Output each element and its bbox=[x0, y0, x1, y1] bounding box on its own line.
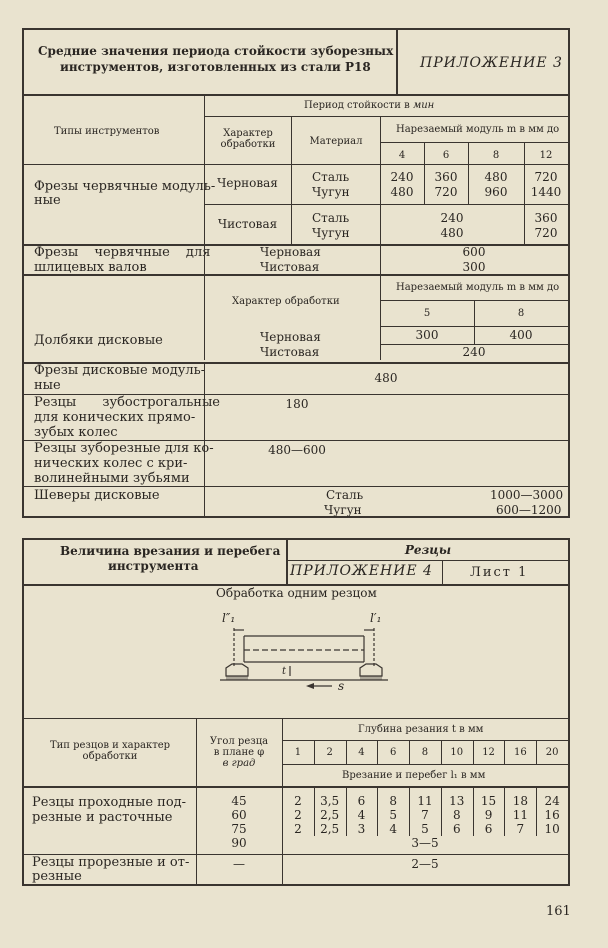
app3-sub-character: Характер обработки bbox=[232, 296, 340, 307]
app3-shaver-steel-val: 1000—3000 bbox=[490, 488, 564, 502]
app4-category: Резцы bbox=[404, 543, 452, 557]
turning-diagram bbox=[204, 606, 404, 702]
label-t: t bbox=[282, 666, 287, 677]
app3-spiral-rule bbox=[24, 486, 568, 487]
infeed-value-cell: 2 bbox=[294, 808, 302, 822]
appendix-3-table bbox=[22, 28, 570, 518]
app3-worm-ri-4: 480 bbox=[390, 185, 414, 199]
app4-angle-75: 75 bbox=[231, 822, 247, 836]
app3-sub-module-8: 8 bbox=[517, 308, 525, 319]
app4-depth-values-rule bbox=[282, 764, 568, 765]
app3-worm-rs-12: 720 bbox=[534, 170, 558, 184]
app3-worm-fs-merged: 240 bbox=[440, 211, 464, 225]
app4-title-line1: Величина врезания и перебега bbox=[60, 544, 281, 558]
left-support-hatch bbox=[226, 676, 248, 680]
app3-col-module: Нарезаемый модуль m в мм до bbox=[396, 124, 560, 135]
app4-turning-name-2: резные и расточные bbox=[32, 810, 173, 825]
appendix-4-table bbox=[22, 538, 570, 886]
app3-module-4: 4 bbox=[398, 150, 406, 161]
depth-col-divider bbox=[409, 740, 410, 764]
app4-diagram-rule bbox=[24, 718, 568, 719]
depth-header-cell: 4 bbox=[358, 747, 365, 758]
app3-worm-name-2: ные bbox=[34, 193, 61, 208]
app3-worm-rs-6: 360 bbox=[434, 170, 458, 184]
right-support-hatch bbox=[360, 676, 382, 680]
depth-header-cell: 8 bbox=[421, 747, 429, 758]
left-cutter-icon bbox=[226, 664, 248, 676]
app3-module-8: 8 bbox=[492, 150, 500, 161]
depth-header-cell: 20 bbox=[545, 747, 559, 758]
app3-sub-module-5: 5 bbox=[423, 308, 431, 319]
app3-worm-ri-8: 960 bbox=[484, 185, 508, 199]
app3-title-divider bbox=[396, 30, 398, 94]
depth-col-divider bbox=[504, 740, 505, 764]
depth-col-divider bbox=[441, 740, 442, 764]
depth-col-divider bbox=[473, 740, 474, 764]
infeed-value-cell: 11 bbox=[512, 808, 528, 822]
depth-col-divider bbox=[536, 740, 537, 764]
app3-spline-rough: Черновая bbox=[260, 245, 321, 259]
app3-spline-name-1: Фрезы червячные для bbox=[34, 245, 211, 260]
app3-worm-fs-12: 360 bbox=[534, 211, 558, 225]
infeed-value-cell: 8 bbox=[389, 794, 398, 808]
app3-shaper-rough: Черновая bbox=[260, 330, 321, 344]
label-s: s bbox=[338, 679, 345, 693]
app3-shaver-iron: Чугун bbox=[324, 503, 362, 517]
app3-worm-ri-12: 1440 bbox=[530, 185, 562, 199]
app3-worm-rs-4: 240 bbox=[390, 170, 414, 184]
app4-angle-60: 60 bbox=[231, 808, 247, 822]
depth-header-cell: 12 bbox=[482, 747, 495, 758]
app3-module-12: 12 bbox=[539, 150, 553, 161]
app3-col-period: Период стойкости в мин bbox=[304, 100, 435, 111]
app3-hline-period bbox=[204, 116, 568, 117]
app3-col-material: Материал bbox=[309, 136, 363, 147]
label-l-right: l′₁ bbox=[370, 611, 382, 625]
feed-arrow-icon bbox=[306, 683, 314, 689]
infeed-value-cell: 6 bbox=[484, 822, 493, 836]
infeed-value-cell: 5 bbox=[421, 822, 429, 836]
infeed-value-cell: 10 bbox=[544, 822, 560, 836]
app4-parting-name-1: Резцы прорезные и от- bbox=[32, 855, 190, 870]
depth-header-cell: 1 bbox=[294, 747, 302, 758]
infeed-value-cell: 11 bbox=[417, 794, 433, 808]
app3-hline-module bbox=[380, 142, 568, 143]
app3-worm-name-1: Фрезы червячные модуль- bbox=[34, 179, 216, 194]
app4-title-line2: инструмента bbox=[108, 559, 199, 573]
app4-col-infeed: Врезание и перебег l₁ в мм bbox=[342, 770, 486, 781]
app3-planing-name-2: для конических прямо- bbox=[34, 410, 196, 425]
app3-shaper-finish: Чистовая bbox=[260, 345, 320, 359]
app3-worm-fi-merged: 480 bbox=[440, 226, 464, 240]
app4-parting-angle: — bbox=[233, 857, 245, 871]
infeed-value-cell: 6 bbox=[452, 822, 461, 836]
app3-worm-finish-steel: Сталь bbox=[312, 211, 350, 225]
depth-header-cell: 10 bbox=[450, 747, 464, 758]
app3-col-tool-types: Типы инструментов bbox=[54, 126, 160, 137]
app4-title-mid-rule bbox=[286, 560, 568, 561]
app3-worm-ri-6: 720 bbox=[434, 185, 458, 199]
depth-col-divider bbox=[314, 740, 315, 764]
infeed-value-cell: 4 bbox=[389, 822, 398, 836]
infeed-value-cell: 2,5 bbox=[320, 808, 340, 822]
app4-sheet-divider bbox=[442, 560, 443, 584]
app4-depth-rule bbox=[282, 740, 568, 741]
app3-title-line2: инструментов, изготовленных из стали Р18 bbox=[60, 60, 371, 74]
app3-sub-header-rule bbox=[380, 326, 568, 327]
app4-parting-name-2: резные bbox=[32, 869, 82, 884]
infeed-value-cell: 24 bbox=[544, 794, 560, 808]
app3-diskmill-name-2: ные bbox=[34, 378, 61, 393]
depth-header-cell: 2 bbox=[326, 747, 333, 758]
infeed-value-cell: 15 bbox=[480, 794, 497, 808]
app3-worm-rough: Черновая bbox=[217, 176, 278, 190]
app4-col-depth: Глубина резания t в мм bbox=[358, 724, 484, 735]
app3-worm-fi-12: 720 bbox=[534, 226, 558, 240]
app3-module-6: 6 bbox=[442, 150, 450, 161]
app3-shaper-finish-val: 240 bbox=[462, 345, 486, 359]
infeed-value-cell: 18 bbox=[512, 794, 528, 808]
app3-spiral-name-2: нических колес с кри- bbox=[34, 456, 188, 471]
app3-worm-mid-rule bbox=[204, 204, 568, 205]
app3-spiral-name-3: волинейными зубьями bbox=[34, 471, 190, 486]
infeed-value-cell: 6 bbox=[357, 794, 366, 808]
app3-shaper-name: Долбяки дисковые bbox=[34, 333, 163, 348]
app3-planing-name-1: Резцы зубострогальные bbox=[34, 395, 220, 410]
app4-turning-90-value: 3—5 bbox=[411, 836, 439, 850]
app3-diskmill-value: 480 bbox=[374, 371, 398, 385]
app4-parting-value: 2—5 bbox=[411, 857, 439, 871]
depth-col-divider bbox=[377, 740, 378, 764]
app3-worm-rs-8: 480 bbox=[484, 170, 508, 184]
app3-spiral-name-1: Резцы зуборезные для ко- bbox=[34, 441, 214, 456]
infeed-value-cell: 3,5 bbox=[320, 794, 340, 808]
infeed-value-cell: 2 bbox=[294, 794, 302, 808]
app4-turning-name-1: Резцы проходные под- bbox=[32, 795, 187, 810]
infeed-value-cell: 3 bbox=[357, 822, 366, 836]
app3-planing-name-3: зубых колес bbox=[34, 425, 118, 440]
app4-sheet-label: Лист 1 bbox=[470, 565, 529, 580]
app3-spline-finish: Чистовая bbox=[260, 260, 320, 274]
infeed-value-cell: 7 bbox=[421, 808, 429, 822]
app3-spline-rule bbox=[24, 274, 568, 276]
app3-worm-steel: Сталь bbox=[312, 170, 350, 184]
infeed-value-cell: 7 bbox=[516, 822, 525, 836]
app3-shaver-iron-val: 600—1200 bbox=[496, 503, 562, 517]
app3-header-rule bbox=[24, 164, 568, 165]
infeed-value-cell: 16 bbox=[544, 808, 560, 822]
label-l-left: l″₁ bbox=[222, 611, 236, 625]
app3-worm-finish-iron: Чугун bbox=[312, 226, 350, 240]
infeed-value-cell: 4 bbox=[357, 808, 366, 822]
app3-vline-sub bbox=[204, 274, 205, 360]
app3-shaver-steel: Сталь bbox=[326, 488, 364, 502]
app3-spline-name-2: шлицевых валов bbox=[34, 260, 147, 275]
app4-col-angle: Угол резца в плане φ в град bbox=[209, 736, 269, 769]
infeed-value-cell: 5 bbox=[389, 808, 398, 822]
app3-shaver-name: Шеверы дисковые bbox=[34, 488, 160, 503]
app3-col-character: Характер обработки bbox=[220, 128, 276, 150]
infeed-value-cell: 2,5 bbox=[320, 822, 340, 836]
app3-worm-finish: Чистовая bbox=[217, 217, 278, 231]
app3-diskmill-name-1: Фрезы дисковые модуль- bbox=[34, 363, 206, 378]
infeed-value-cell: 13 bbox=[449, 794, 465, 808]
app3-shaper-rough-5: 300 bbox=[415, 328, 439, 342]
app3-spline-finish-val: 300 bbox=[462, 260, 486, 274]
app3-spiral-value: 480—600 bbox=[268, 443, 326, 457]
app4-angle-45: 45 bbox=[231, 794, 247, 808]
app3-worm-iron: Чугун bbox=[312, 185, 350, 199]
app3-planing-value: 180 bbox=[285, 397, 309, 411]
infeed-value-cell: 2 bbox=[294, 822, 302, 836]
app3-sub-module: Нарезаемый модуль m в мм до bbox=[396, 282, 560, 293]
app3-title-line1: Средние значения периода стойкости зуборезных bbox=[38, 44, 394, 58]
app3-vline-spline bbox=[204, 244, 205, 274]
app3-appendix-label: ПРИЛОЖЕНИЕ 3 bbox=[420, 55, 563, 71]
infeed-value-cell: 8 bbox=[452, 808, 461, 822]
app4-appendix-label: ПРИЛОЖЕНИЕ 4 bbox=[290, 563, 433, 579]
infeed-value-cell: 9 bbox=[484, 808, 493, 822]
page-number: 161 bbox=[546, 904, 571, 919]
depth-header-cell: 6 bbox=[390, 747, 397, 758]
app3-spline-rough-val: 600 bbox=[462, 245, 486, 259]
app3-shaper-rough-8: 400 bbox=[509, 328, 533, 342]
depth-col-divider bbox=[346, 740, 347, 764]
right-cutter-icon bbox=[360, 664, 382, 676]
depth-header-cell: 16 bbox=[513, 747, 527, 758]
app4-header-rule bbox=[24, 786, 568, 788]
app4-diagram-caption: Обработка одним резцом bbox=[216, 586, 377, 600]
app3-title-rule bbox=[24, 94, 568, 96]
app4-angle-90: 90 bbox=[231, 836, 247, 850]
app4-col-type: Тип резцов и характер обработки bbox=[49, 740, 171, 762]
